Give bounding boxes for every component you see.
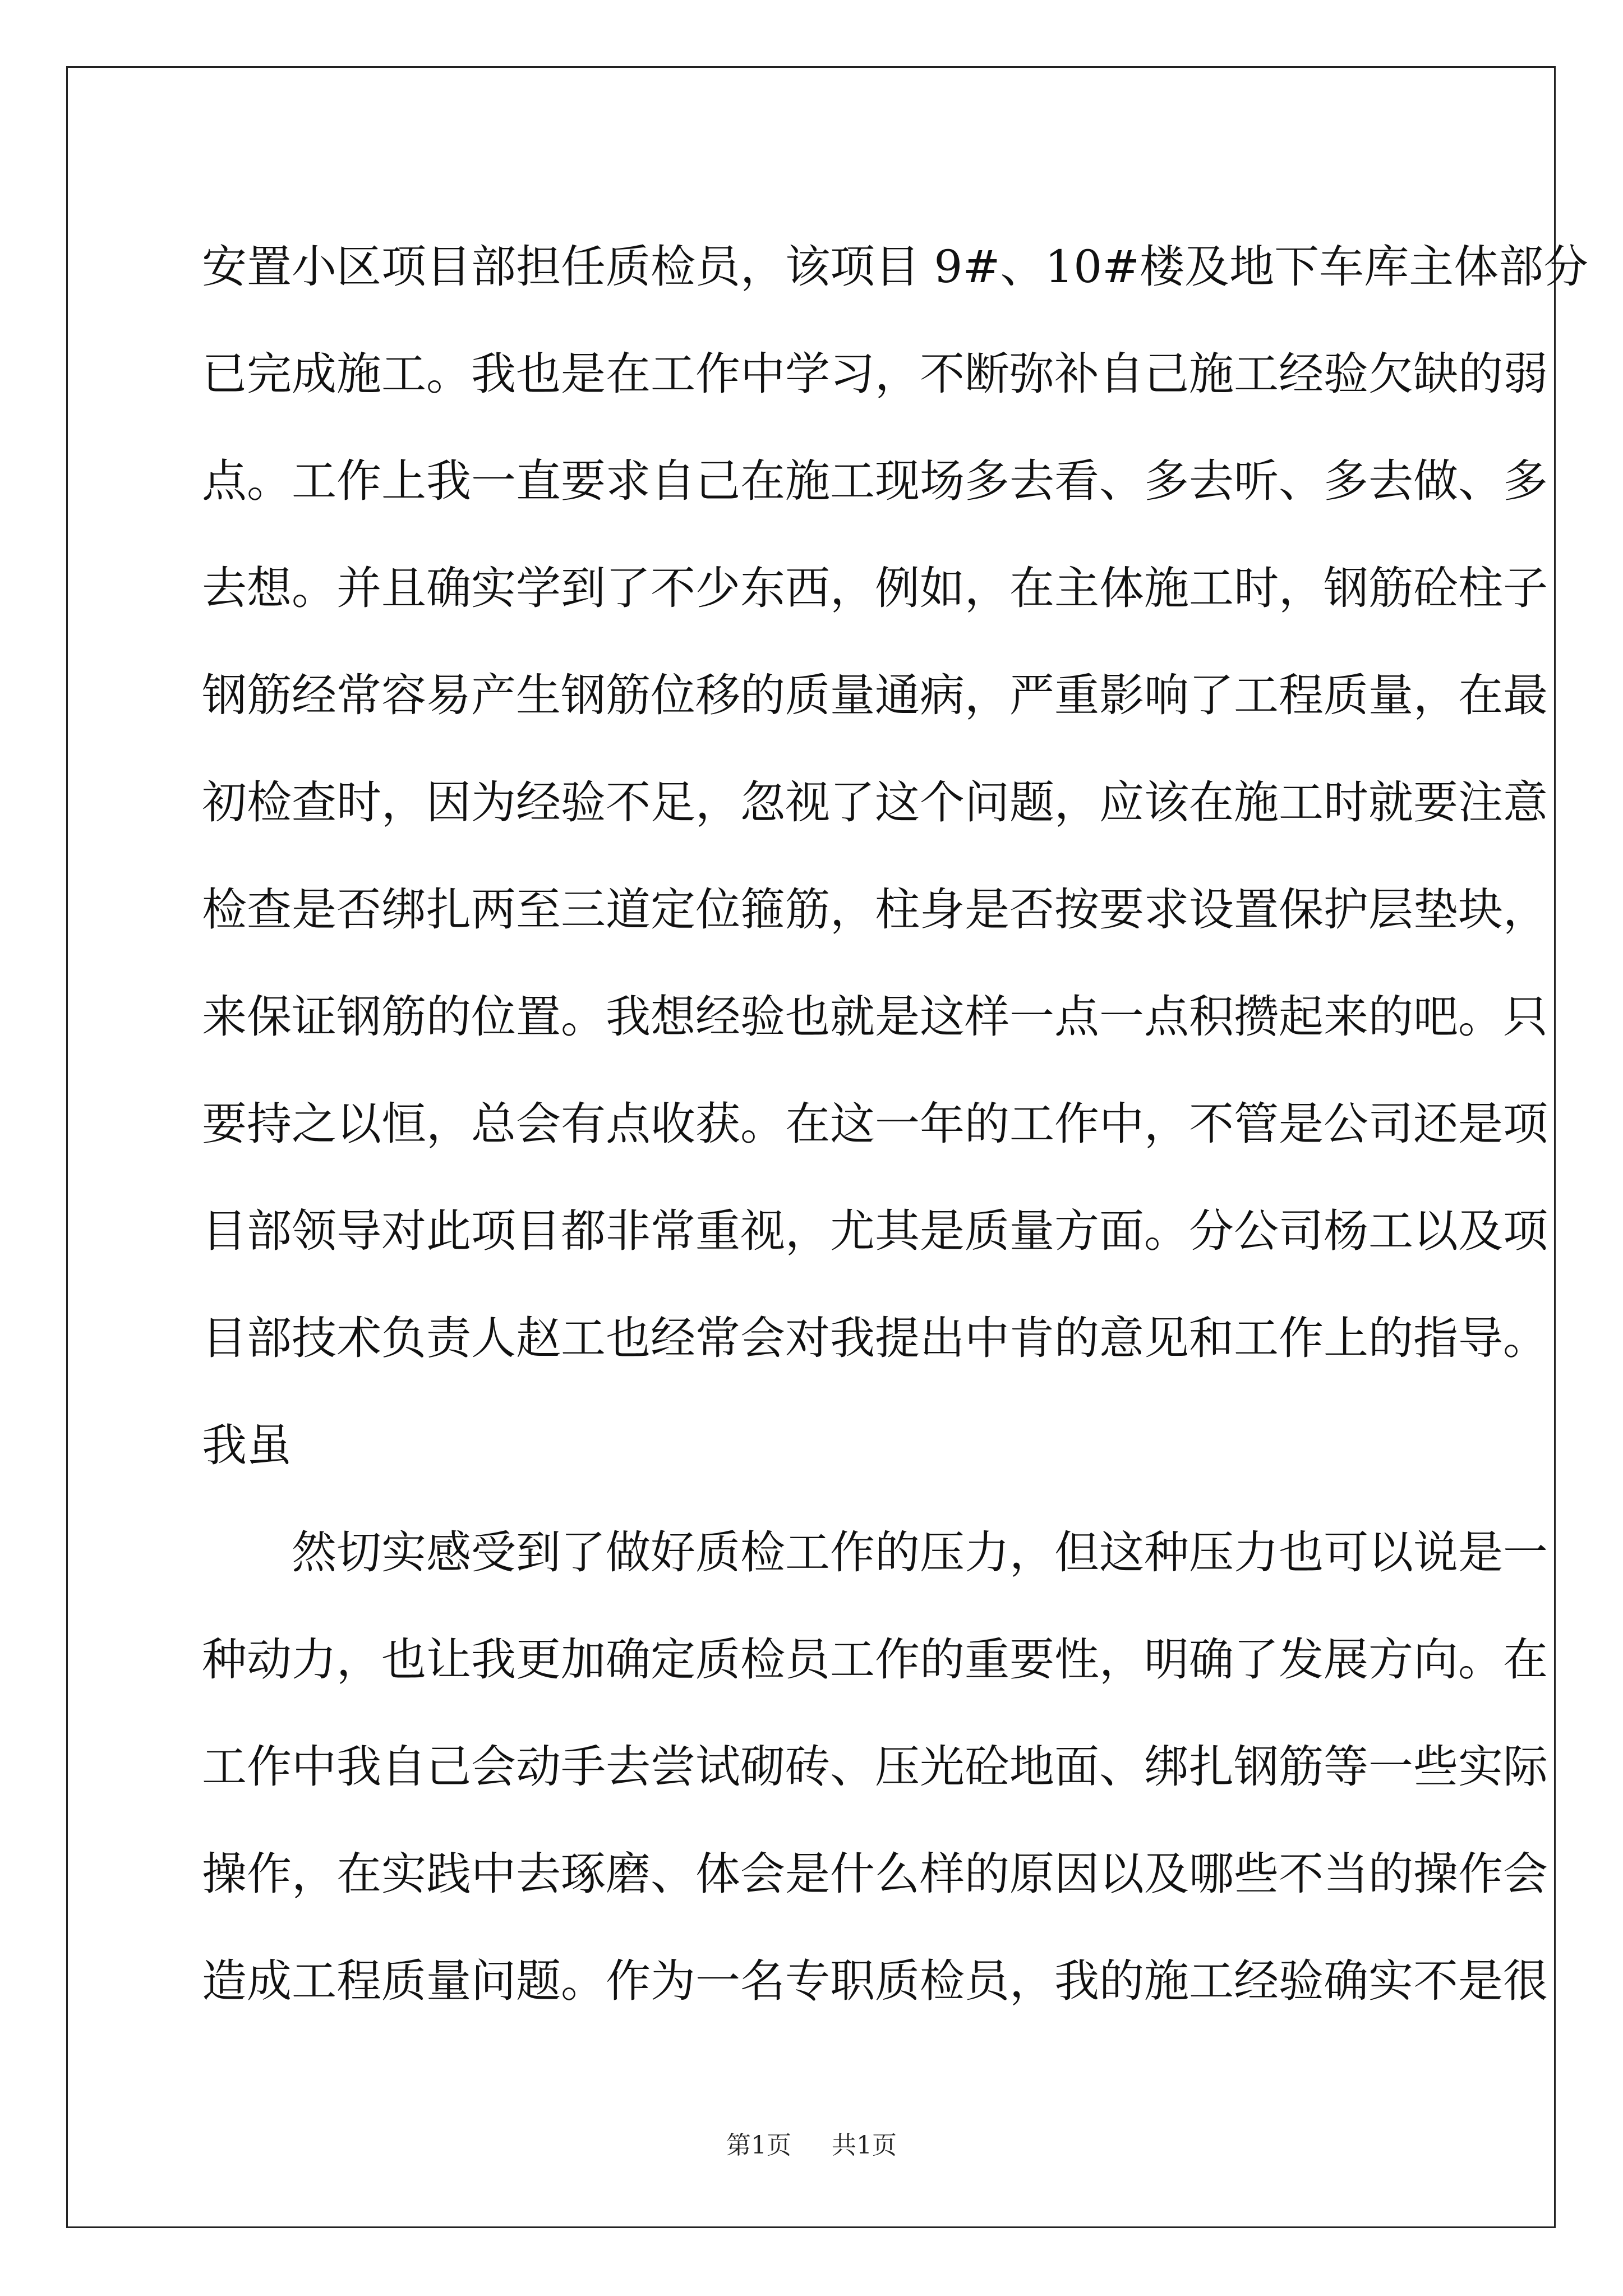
text-line-12: 我虽 (202, 1419, 292, 1471)
text-line-5: 钢筋经常容易产生钢筋位移的质量通病，严重影响了工程质量，在最 (202, 669, 1548, 721)
text-line-9: 要持之以恒，总会有点收获。在这一年的工作中，不管是公司还是项 (202, 1098, 1548, 1150)
text-line-2: 已完成施工。我也是在工作中学习，不断弥补自己施工经验欠缺的弱 (202, 348, 1548, 400)
text-line-13: 然切实感受到了做好质检工作的压力，但这种压力也可以说是一 (292, 1526, 1548, 1579)
page-number-current: 第1页 (726, 2131, 791, 2160)
text-line-8: 来保证钢筋的位置。我想经验也就是这样一点一点积攒起来的吧。只 (202, 991, 1548, 1043)
text-line-16: 操作，在实践中去琢磨、体会是什么样的原因以及哪些不当的操作会 (202, 1848, 1548, 1900)
text-line-3: 点。工作上我一直要求自己在施工现场多去看、多去听、多去做、多 (202, 455, 1548, 507)
text-line-7: 检查是否绑扎两至三道定位箍筋，柱身是否按要求设置保护层垫块， (202, 884, 1548, 936)
text-line-17: 造成工程质量问题。作为一名专职质检员，我的施工经验确实不是很 (202, 1955, 1548, 2007)
text-line-1: 安置小区项目部担任质检员，该项目 9#、10#楼及地下车库主体部分 (202, 241, 1589, 293)
text-line-14: 种动力，也让我更加确定质检员工作的重要性，明确了发展方向。在 (202, 1634, 1548, 1686)
document-body (202, 213, 1589, 2035)
text-line-10: 目部领导对此项目都非常重视，尤其是质量方面。分公司杨工以及项 (202, 1205, 1548, 1257)
text-line-15: 工作中我自己会动手去尝试砌砖、压光砼地面、绑扎钢筋等一些实际 (202, 1741, 1548, 1793)
page-footer (0, 2129, 1623, 2162)
text-line-4: 去想。并且确实学到了不少东西，例如，在主体施工时，钢筋砼柱子 (202, 562, 1548, 614)
text-line-11: 目部技术负责人赵工也经常会对我提出中肯的意见和工作上的指导。 (202, 1312, 1548, 1364)
page-number-total: 共1页 (832, 2131, 897, 2160)
text-line-6: 初检查时，因为经验不足，忽视了这个问题，应该在施工时就要注意 (202, 776, 1548, 829)
